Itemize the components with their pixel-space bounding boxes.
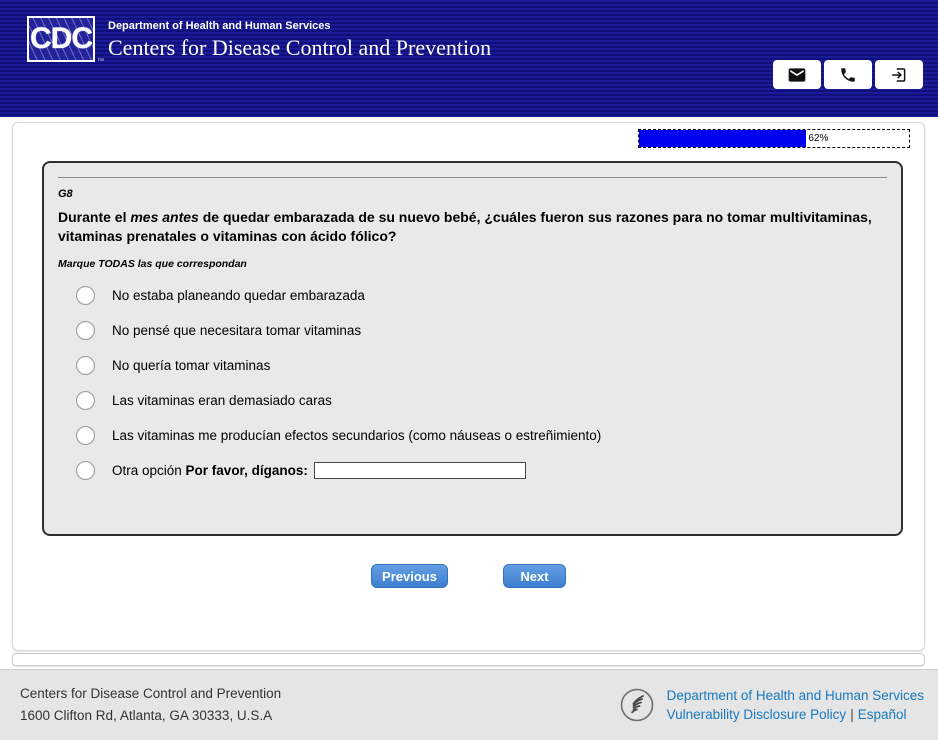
footer-address-block [20,683,281,727]
question-text-prefix: Durante el [58,209,131,225]
previous-button[interactable]: Previous [371,564,448,588]
question-text [58,208,887,246]
option-row[interactable] [58,356,887,375]
progress-bar [638,129,910,148]
radio-button[interactable] [76,286,95,305]
cdc-trademark: ™ [97,58,104,65]
nav-button-row [13,564,924,588]
question-text-suffix: de quedar embarazada de su nuevo bebé, ¿cuáles fueron sus razones para no tomar multivitaminas, vitaminas prenatales o vitaminas con ácido fólico? [58,209,872,244]
option-row[interactable] [58,391,887,410]
other-option-prompt: Por favor, díganos: [185,463,308,478]
header-dept-line: Department of Health and Human Services [108,20,331,32]
vulnerability-link[interactable]: Vulnerability Disclosure Policy [666,707,847,722]
card-footer-strip [12,653,925,666]
radio-button[interactable] [76,426,95,445]
footer-links [667,686,924,724]
page-footer [0,669,938,740]
option-row[interactable] [58,426,887,445]
link-separator: | [850,707,854,722]
options-list [58,286,887,480]
mail-icon [787,65,807,85]
progress-fill [639,130,806,147]
cdc-header [0,0,938,117]
cdc-logo-text: CDC [30,22,92,55]
footer-org: Centers for Disease Control and Prevention [20,686,282,701]
option-label-other [112,463,308,478]
progress-label: 62% [808,133,829,144]
logout-button[interactable] [875,60,923,89]
question-divider [58,177,887,178]
radio-button[interactable] [76,321,95,340]
exit-icon [890,66,908,84]
radio-button[interactable] [76,356,95,375]
header-icon-group [773,60,923,89]
phone-button[interactable] [824,60,872,89]
header-text-block [108,20,491,61]
survey-card [12,122,925,651]
question-text-italic: mes antes [130,209,199,225]
next-button[interactable]: Next [503,564,566,588]
radio-button[interactable] [76,391,95,410]
option-label: No estaba planeando quedar embarazada [112,288,365,303]
other-option-input[interactable] [314,462,526,479]
option-label: Las vitaminas me producían efectos secundarios (como náuseas o estreñimiento) [112,428,602,443]
option-label: No quería tomar vitaminas [112,358,271,373]
other-option-text: Otra opción [112,463,186,478]
espanol-link[interactable]: Español [857,707,907,722]
option-label: Las vitaminas eran demasiado caras [112,393,332,408]
question-id: G8 [58,188,73,200]
footer-links-block [619,686,924,724]
option-row[interactable] [58,321,887,340]
question-box [42,161,903,536]
phone-icon [839,66,857,84]
option-row-other[interactable] [58,461,887,480]
header-org-line: Centers for Disease Control and Prevention [108,35,492,60]
question-instruction: Marque TODAS las que correspondan [58,258,247,270]
mail-button[interactable] [773,60,821,89]
hhs-logo [619,687,655,723]
hhs-link[interactable]: Department of Health and Human Services [666,688,924,703]
option-label: No pensé que necesitara tomar vitaminas [112,323,362,338]
radio-button[interactable] [76,461,95,480]
cdc-logo[interactable] [27,16,95,62]
option-row[interactable] [58,286,887,305]
footer-address: 1600 Clifton Rd, Atlanta, GA 30333, U.S.A [20,708,273,723]
